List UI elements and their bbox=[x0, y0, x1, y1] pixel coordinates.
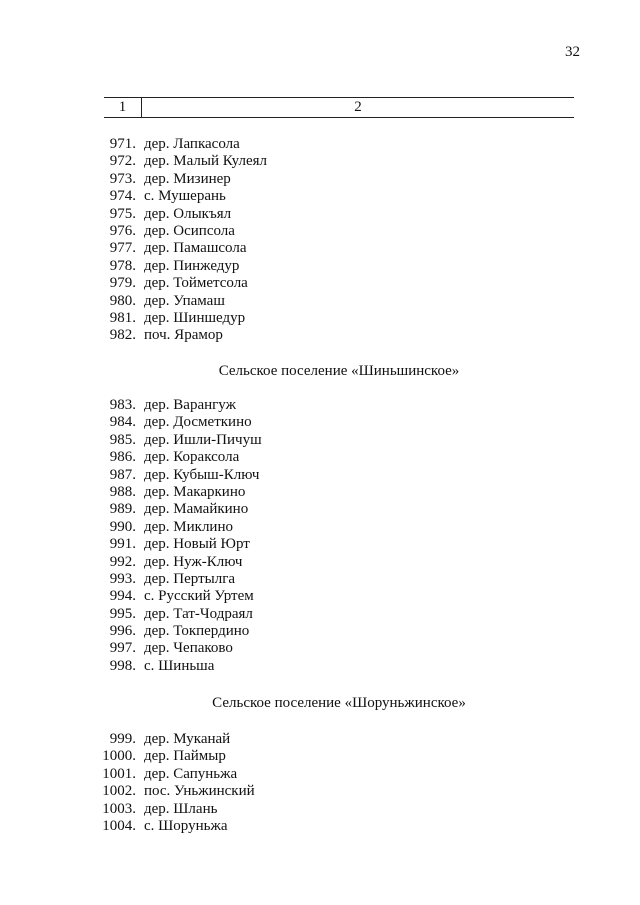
list-item bbox=[96, 432, 262, 449]
item-number: 991. bbox=[109, 536, 136, 553]
settlement-name: дер. Новый Юрт bbox=[144, 536, 250, 553]
item-number: 994. bbox=[109, 588, 136, 605]
settlement-name: дер. Тойметсола bbox=[144, 275, 248, 292]
item-number: 990. bbox=[109, 518, 136, 535]
list-item bbox=[96, 171, 267, 188]
settlement-name: дер. Кубыш-Ключ bbox=[144, 466, 260, 483]
settlement-name: пос. Уньжинский bbox=[144, 783, 255, 800]
item-number: 993. bbox=[109, 570, 136, 587]
list-item bbox=[96, 801, 255, 818]
list-item bbox=[96, 623, 262, 640]
settlement-name: с. Шиньша bbox=[144, 657, 215, 674]
item-number: 987. bbox=[109, 466, 136, 483]
table-header bbox=[104, 97, 574, 117]
item-number: 975. bbox=[109, 205, 136, 222]
list-item bbox=[96, 766, 255, 783]
settlement-name: дер. Шлань bbox=[144, 800, 218, 817]
item-number: 1002. bbox=[102, 783, 136, 800]
list-item bbox=[96, 136, 267, 153]
section-title-shorunzhinskoe: Сельское поселение «Шоруньжинское» bbox=[212, 695, 466, 711]
list-item bbox=[96, 467, 262, 484]
settlement-name: дер. Осипсола bbox=[144, 222, 235, 239]
list-item bbox=[96, 327, 267, 344]
settlement-name: дер. Пертылга bbox=[144, 570, 236, 587]
item-number: 999. bbox=[109, 731, 136, 747]
list-item bbox=[96, 275, 267, 292]
settlement-name: дер. Сапуньжа bbox=[144, 765, 238, 782]
item-number: 985. bbox=[109, 431, 136, 448]
item-number: 981. bbox=[109, 309, 136, 326]
settlement-name: дер. Лапкасола bbox=[144, 136, 240, 152]
item-number: 974. bbox=[109, 188, 136, 205]
section-title-shinshinskoe: Сельское поселение «Шиньшинское» bbox=[218, 363, 460, 379]
item-number: 1000. bbox=[102, 748, 136, 765]
item-number: 1001. bbox=[102, 765, 136, 782]
settlement-name: дер. Муканай bbox=[144, 731, 231, 747]
list-item bbox=[96, 206, 267, 223]
settlement-name: с. Мушерань bbox=[144, 188, 226, 205]
settlement-name: дер. Миклино bbox=[144, 518, 233, 535]
item-number: 978. bbox=[109, 257, 136, 274]
item-number: 972. bbox=[109, 153, 136, 170]
item-number: 988. bbox=[109, 483, 136, 500]
settlement-name: дер. Чепаково bbox=[144, 640, 233, 657]
item-number: 1004. bbox=[102, 817, 136, 834]
settlement-list-b bbox=[96, 397, 262, 675]
item-number: 997. bbox=[109, 640, 136, 657]
list-item bbox=[96, 188, 267, 205]
settlement-name: дер. Токпердино bbox=[144, 623, 250, 640]
header-column-2: 2 bbox=[354, 99, 362, 115]
list-item bbox=[96, 293, 267, 310]
list-item bbox=[96, 397, 262, 414]
settlement-name: дер. Мизинер bbox=[144, 170, 231, 187]
item-number: 973. bbox=[109, 170, 136, 187]
item-number: 982. bbox=[109, 327, 136, 344]
list-item bbox=[96, 414, 262, 431]
list-item bbox=[96, 484, 262, 501]
item-number: 980. bbox=[109, 292, 136, 309]
item-number: 995. bbox=[109, 605, 136, 622]
item-number: 992. bbox=[109, 553, 136, 570]
item-number: 989. bbox=[109, 501, 136, 518]
settlement-name: дер. Шиншедур bbox=[144, 309, 246, 326]
settlement-name: дер. Мамайкино bbox=[144, 501, 249, 518]
list-item bbox=[96, 258, 267, 275]
list-item bbox=[96, 519, 262, 536]
settlement-name: дер. Упамаш bbox=[144, 292, 225, 309]
list-item bbox=[96, 606, 262, 623]
settlement-name: с. Шоруньжа bbox=[144, 817, 228, 834]
settlement-name: дер. Тат-Чодраял bbox=[144, 605, 253, 622]
list-item bbox=[96, 748, 255, 765]
settlement-name: поч. Ярамор bbox=[144, 327, 223, 344]
item-number: 977. bbox=[109, 240, 136, 257]
settlement-name: с. Русский Уртем bbox=[144, 588, 254, 605]
list-item bbox=[96, 658, 262, 675]
item-number: 971. bbox=[109, 136, 136, 152]
settlement-name: дер. Паймыр bbox=[144, 748, 226, 765]
list-item bbox=[96, 731, 255, 748]
settlement-list-a bbox=[96, 136, 267, 345]
item-number: 983. bbox=[109, 397, 136, 413]
item-number: 996. bbox=[109, 623, 136, 640]
list-item bbox=[96, 783, 255, 800]
settlement-name: дер. Олыкъял bbox=[144, 205, 232, 222]
list-item bbox=[96, 223, 267, 240]
settlement-name: дер. Досметкино bbox=[144, 414, 252, 431]
item-number: 998. bbox=[109, 657, 136, 674]
item-number: 984. bbox=[109, 414, 136, 431]
settlement-name: дер. Кораксола bbox=[144, 449, 240, 466]
item-number: 1003. bbox=[102, 800, 136, 817]
settlement-name: дер. Нуж-Ключ bbox=[144, 553, 243, 570]
settlement-name: дер. Пинжедур bbox=[144, 257, 240, 274]
list-item bbox=[96, 310, 267, 327]
item-number: 976. bbox=[109, 222, 136, 239]
page-number: 32 bbox=[565, 44, 580, 60]
list-item bbox=[96, 501, 262, 518]
list-item bbox=[96, 818, 255, 835]
settlement-name: дер. Памашсола bbox=[144, 240, 247, 257]
list-item bbox=[96, 153, 267, 170]
settlement-name: дер. Макаркино bbox=[144, 483, 246, 500]
list-item bbox=[96, 240, 267, 257]
list-item bbox=[96, 640, 262, 657]
header-bottom-rule bbox=[104, 117, 574, 118]
settlement-name: дер. Ишли-Пичуш bbox=[144, 431, 262, 448]
list-item bbox=[96, 536, 262, 553]
settlement-name: дер. Варангуж bbox=[144, 397, 236, 413]
settlement-list-c bbox=[96, 731, 255, 835]
header-top-rule bbox=[104, 97, 574, 98]
list-item bbox=[96, 554, 262, 571]
list-item bbox=[96, 571, 262, 588]
settlement-name: дер. Малый Кулеял bbox=[144, 153, 268, 170]
list-item bbox=[96, 588, 262, 605]
item-number: 986. bbox=[109, 449, 136, 466]
item-number: 979. bbox=[109, 275, 136, 292]
list-item bbox=[96, 449, 262, 466]
header-column-1: 1 bbox=[118, 99, 127, 115]
